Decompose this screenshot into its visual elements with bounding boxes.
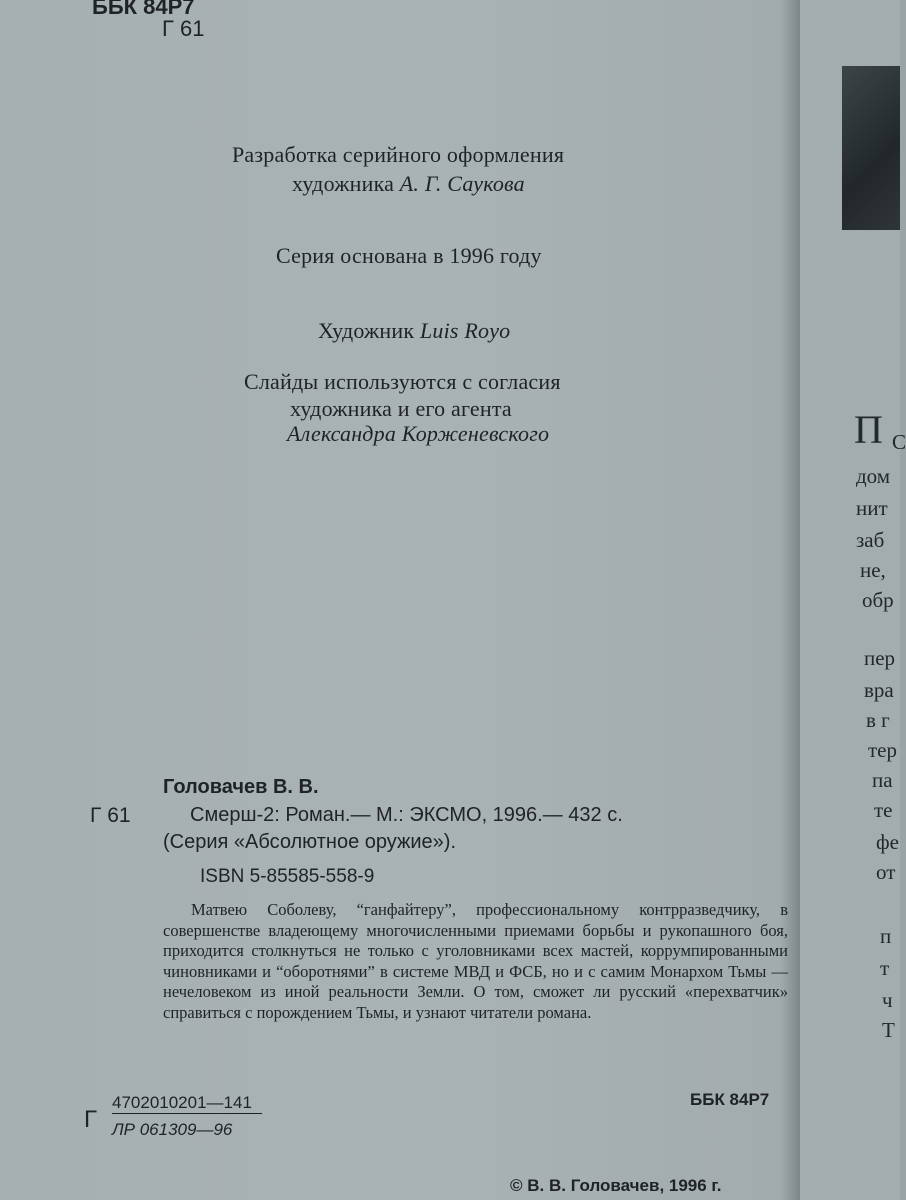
catalog-code: 4702010201—141 [112, 1093, 262, 1114]
isbn: ISBN 5-85585-558-9 [200, 866, 375, 887]
next-page-fragment: П [854, 407, 883, 452]
next-page-fragment: те [874, 798, 893, 822]
next-page-fragment: от [876, 860, 896, 884]
next-page-fragment: т [880, 956, 890, 980]
next-page-fragment: п [880, 924, 892, 948]
artist-name: Luis Royo [419, 318, 511, 343]
series-name: (Серия «Абсолютное оружие»). [163, 831, 457, 853]
next-page-fragment: пер [864, 646, 896, 670]
design-credit-prefix: художника [292, 171, 395, 196]
next-page-fragment: обр [862, 588, 894, 612]
book-author: Головачев В. В. [163, 776, 319, 798]
next-page-fragment: С [892, 430, 906, 454]
slides-line1: Слайды используются с согласия [244, 369, 561, 394]
next-page-fragment: Т [882, 1018, 895, 1042]
agent-name: Александра Корженевского [287, 421, 550, 446]
author-mark-top: Г 61 [162, 16, 205, 41]
bbk-code-bottom: ББК 84Р7 [690, 1090, 770, 1109]
next-page-fragment: в г [866, 708, 890, 732]
bibliographic-title: Смерш-2: Роман.— М.: ЭКСМО, 1996.— 432 с. [190, 804, 623, 826]
next-page-fragment: ч [882, 988, 893, 1012]
license-code: ЛР 061309—96 [112, 1120, 233, 1139]
slides-line2: художника и его агента [290, 396, 512, 421]
next-page-fragment: дом [856, 464, 891, 488]
next-page-fragment: заб [856, 528, 885, 552]
next-page-fragment: тер [868, 738, 897, 762]
next-page-fragment: нит [856, 496, 888, 520]
book-annotation [163, 900, 788, 1023]
design-credit-line1: Разработка серийного оформления [232, 142, 565, 167]
design-credit-line2 [292, 171, 525, 197]
designer-name: А. Г. Саукова [399, 171, 525, 196]
annotation-text: Матвею Соболеву, “ганфайтеру”, профессиональному контрразведчику, в совершенстве владеющему многочисленными приемами борьбы и рукопашного боя, приходится столкнуться не только с уголовниками всех мастей, коррумпированными чиновниками и “оборотнями” в системе МВД и ФСБ, но и с самим Монархом Тьмы — нечеловеком из иной реальности Земли. О том, сможет ли русский «перехватчик» справиться с порождением Тьмы, и узнают читатели романа. [163, 900, 788, 1022]
copyright: © В. В. Головачев, 1996 г. [510, 1176, 722, 1195]
author-mark: Г 61 [90, 804, 131, 827]
illustration-fragment [842, 66, 900, 230]
series-founded: Серия основана в 1996 году [276, 243, 542, 268]
artist-prefix: Художник [318, 318, 415, 343]
bbk-code-top: ББК 84Р7 [92, 0, 195, 19]
next-page-fragment: вра [864, 678, 894, 702]
next-page-fragment: па [872, 768, 893, 792]
catalog-letter: Г [84, 1106, 97, 1133]
next-page-fragment: фе [876, 830, 899, 854]
next-page-fragment: не, [860, 558, 886, 582]
artist-credit [318, 318, 510, 344]
